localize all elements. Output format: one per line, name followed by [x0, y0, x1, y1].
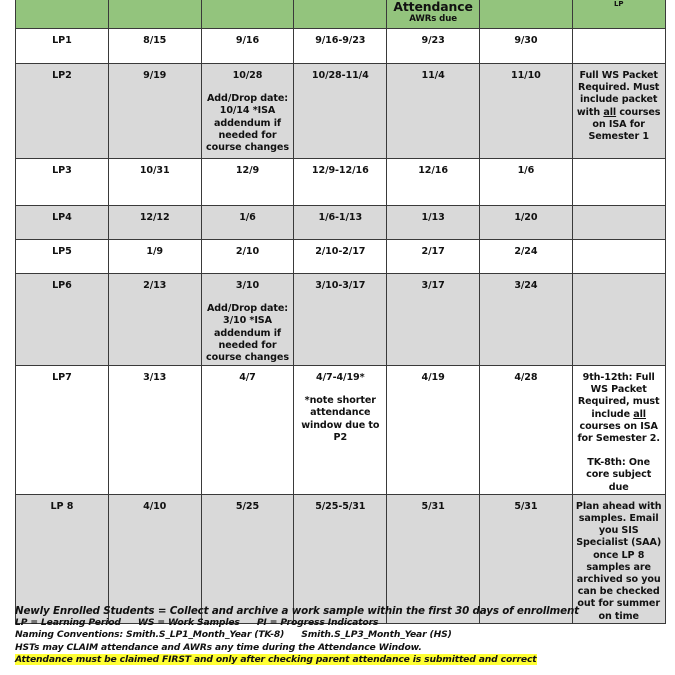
end-date-cell: 1/6 — [201, 206, 294, 240]
end-date-cell: 5/25 — [201, 494, 294, 623]
notes-cell — [572, 240, 665, 274]
table-row — [16, 274, 666, 366]
lp-cell: LP4 — [16, 206, 109, 240]
notes-cell — [572, 159, 665, 206]
header-cell-due — [479, 0, 572, 29]
abbreviations-legend: LP = Learning Period WS = Work Samples PI = Progress Indicators — [15, 617, 379, 629]
attendance-window-cell: 12/9-12/16 — [294, 159, 387, 206]
start-date-cell: 9/19 — [108, 64, 201, 159]
table-row — [16, 494, 666, 623]
end-date-cell: 12/9 — [201, 159, 294, 206]
attendance-due-cell: 9/23 — [387, 29, 480, 64]
notes-cell: Plan ahead with samples. Email you SIS Specialist (SAA) once LP 8 samples are archived so you can be checked out for summer on time — [572, 494, 665, 623]
add-drop-note: Add/Drop date: 3/10 *ISA addendum if needed for course changes — [206, 303, 289, 364]
attendance-window-cell: 2/10-2/17 — [294, 240, 387, 274]
lp-cell: LP5 — [16, 240, 109, 274]
table-row — [16, 29, 666, 64]
attendance-due-cell: 11/4 — [387, 64, 480, 159]
shorter-window-note: *note shorter attendance window due to P2 — [301, 395, 380, 443]
start-date-cell: 2/13 — [108, 274, 201, 366]
pi-due-cell: 1/6 — [479, 159, 572, 206]
attendance-window-cell: 1/6-1/13 — [294, 206, 387, 240]
header-cell-end — [201, 0, 294, 29]
notes-cell — [572, 206, 665, 240]
end-date-cell: 2/10 — [201, 240, 294, 274]
attendance-due-cell: 2/17 — [387, 240, 480, 274]
lp-cell: LP1 — [16, 29, 109, 64]
attendance-window-cell: 9/16-9/23 — [294, 29, 387, 64]
end-date-cell: 4/7 — [201, 366, 294, 495]
lp-cell: LP7 — [16, 366, 109, 495]
lp-cell: LP6 — [16, 274, 109, 366]
learning-period-schedule-table — [15, 0, 666, 624]
header-row — [16, 0, 666, 29]
pi-due-cell: 1/20 — [479, 206, 572, 240]
lp-cell: LP3 — [16, 159, 109, 206]
notes-cell — [572, 29, 665, 64]
table-row — [16, 206, 666, 240]
header-lp-label: LP — [613, 0, 624, 8]
end-date-cell: 9/16 — [201, 29, 294, 64]
table-row — [16, 159, 666, 206]
pi-due-cell: 4/28 — [479, 366, 572, 495]
start-date-cell: 8/15 — [108, 29, 201, 64]
start-date-cell: 10/31 — [108, 159, 201, 206]
end-date-cell: 10/28 Add/Drop date: 10/14 *ISA addendum if needed for course changes — [201, 64, 294, 159]
attendance-window-cell: 4/7-4/19* *note shorter attendance window due to P2 — [294, 366, 387, 495]
header-awrs-due-label: AWRs due — [409, 14, 457, 24]
header-cell-notes — [572, 0, 665, 29]
attendance-window-cell: 3/10-3/17 — [294, 274, 387, 366]
attendance-due-cell: 3/17 — [387, 274, 480, 366]
footer-notes — [15, 605, 579, 666]
notes-cell: Full WS Packet Required. Must include packet with all courses on ISA for Semester 1 — [572, 64, 665, 159]
claim-note: HSTs may CLAIM attendance and AWRs any time during the Attendance Window. — [15, 641, 422, 653]
lp-cell: LP 8 — [16, 494, 109, 623]
start-date-cell: 12/12 — [108, 206, 201, 240]
start-date-cell: 1/9 — [108, 240, 201, 274]
table-row — [16, 64, 666, 159]
attendance-window-cell: 5/25-5/31 — [294, 494, 387, 623]
pi-due-cell: 9/30 — [479, 29, 572, 64]
header-cell-start — [108, 0, 201, 29]
header-attendance-label: Attendance — [393, 0, 473, 14]
attendance-due-cell: 1/13 — [387, 206, 480, 240]
highlighted-warning: Attendance must be claimed FIRST and only after checking parent attendance is submitted and correct — [15, 653, 537, 665]
pi-due-cell: 5/31 — [479, 494, 572, 623]
add-drop-note: Add/Drop date: 10/14 *ISA addendum if needed for course changes — [206, 93, 289, 154]
attendance-window-cell: 10/28-11/4 — [294, 64, 387, 159]
pi-due-cell: 3/24 — [479, 274, 572, 366]
naming-conventions: Naming Conventions: Smith.S_LP1_Month_Year (TK-8) Smith.S_LP3_Month_Year (HS) — [15, 629, 452, 641]
lp-cell: LP2 — [16, 64, 109, 159]
newly-enrolled-note: Newly Enrolled Students = Collect and archive a work sample within the first 30 days of enrollment — [15, 605, 579, 617]
pi-due-cell: 2/24 — [479, 240, 572, 274]
pi-due-cell: 11/10 — [479, 64, 572, 159]
table-row — [16, 366, 666, 495]
start-date-cell: 4/10 — [108, 494, 201, 623]
notes-cell — [572, 274, 665, 366]
notes-cell: 9th-12th: Full WS Packet Required, must include all courses on ISA for Semester 2. TK-8th: One core subject due — [572, 366, 665, 495]
header-cell-attendance — [387, 0, 480, 29]
attendance-due-cell: 4/19 — [387, 366, 480, 495]
header-cell-window — [294, 0, 387, 29]
attendance-due-cell: 12/16 — [387, 159, 480, 206]
table-row — [16, 240, 666, 274]
end-date-cell: 3/10 Add/Drop date: 3/10 *ISA addendum if needed for course changes — [201, 274, 294, 366]
attendance-due-cell: 5/31 — [387, 494, 480, 623]
header-cell-lp — [16, 0, 109, 29]
start-date-cell: 3/13 — [108, 366, 201, 495]
